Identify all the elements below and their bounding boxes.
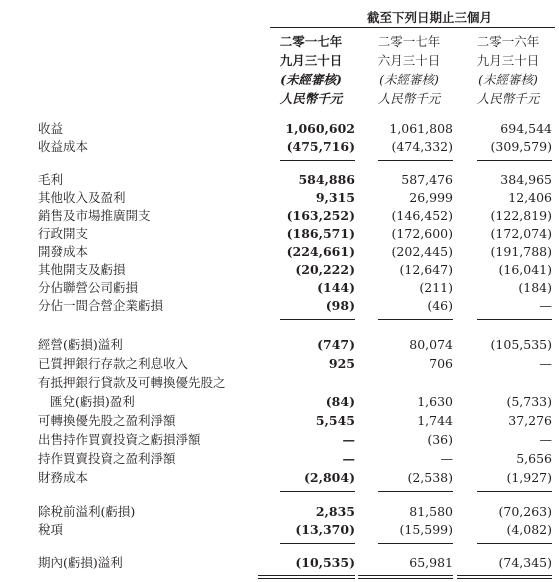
value-2017-sep: — (342, 432, 355, 447)
value-2017-jun: 1,744 (417, 413, 453, 428)
column-header-2017-jun (363, 32, 455, 108)
total-double-rule (457, 575, 552, 576)
row-label: 其他開支及虧損 (38, 262, 126, 277)
value-2016-sep: (70,263) (498, 504, 552, 519)
table-row (0, 207, 559, 225)
col-date: 九月三十日 (476, 53, 540, 68)
table-row (0, 431, 559, 449)
subtotal-rule (378, 160, 453, 161)
total-double-rule (258, 575, 355, 576)
value-2016-sep: (74,345) (498, 555, 552, 570)
value-2017-sep: (144) (317, 280, 355, 295)
value-2017-sep: (747) (317, 337, 355, 352)
value-2017-jun: 1,630 (417, 394, 453, 409)
value-2017-sep: (224,661) (286, 244, 355, 259)
row-label: 銷售及市場推廣開支 (38, 208, 151, 223)
value-2016-sep: (105,535) (490, 337, 552, 352)
value-2017-jun: 65,981 (409, 555, 453, 570)
table-row (0, 261, 559, 279)
value-2017-sep: 925 (328, 356, 355, 371)
value-2017-jun: 706 (429, 356, 453, 371)
col-unit: 人民幣千元 (377, 91, 441, 106)
table-row (0, 521, 559, 539)
table-row (0, 225, 559, 243)
value-2016-sep: — (539, 432, 552, 447)
row-label: 經營(虧損)溢利 (38, 337, 123, 352)
value-2016-sep: (122,819) (490, 208, 552, 223)
value-2016-sep: (184) (518, 280, 552, 295)
table-row (0, 336, 559, 354)
value-2016-sep: (172,074) (490, 226, 552, 241)
value-2017-sep: 584,886 (298, 172, 355, 187)
value-2016-sep: (309,579) (490, 139, 552, 154)
value-2017-sep: (2,804) (304, 470, 355, 485)
value-2017-jun: (202,445) (391, 244, 453, 259)
table-row (0, 243, 559, 261)
subtotal-rule (378, 491, 453, 492)
table-row (0, 554, 559, 572)
subtotal-rule (280, 543, 355, 544)
value-2016-sep: 384,965 (500, 172, 552, 187)
total-double-rule (258, 578, 355, 579)
table-row (0, 355, 559, 373)
value-2017-jun: (2,538) (407, 470, 453, 485)
value-2017-sep: (20,222) (295, 262, 355, 277)
row-label: 可轉換優先股之盈利淨額 (38, 413, 176, 428)
col-audit: (未經審核) (478, 72, 538, 87)
table-row (0, 138, 559, 156)
value-2016-sep: 12,406 (508, 190, 552, 205)
value-2016-sep: (16,041) (498, 262, 552, 277)
table-row (0, 279, 559, 297)
value-2017-sep: (84) (325, 394, 355, 409)
value-2016-sep: 37,276 (508, 413, 552, 428)
value-2017-jun: (36) (427, 432, 453, 447)
value-2017-sep: (186,571) (286, 226, 355, 241)
value-2017-sep: — (342, 451, 355, 466)
value-2017-sep: (475,716) (286, 139, 355, 154)
period-group-title: 截至下列日期止三個月 (366, 10, 492, 25)
col-unit: 人民幣千元 (476, 91, 540, 106)
value-2016-sep: (191,788) (490, 244, 552, 259)
row-label: 期內(虧損)溢利 (38, 555, 123, 570)
row-label: 分佔聯營公司虧損 (38, 280, 139, 295)
value-2017-sep: 1,060,602 (285, 121, 355, 136)
value-2016-sep: — (539, 356, 552, 371)
subtotal-rule (477, 319, 552, 320)
value-2017-jun: 80,074 (409, 337, 453, 352)
table-row (0, 503, 559, 521)
subtotal-rule (280, 319, 355, 320)
value-2016-sep: 5,656 (516, 451, 552, 466)
table-row (0, 189, 559, 207)
value-2017-sep: (98) (325, 298, 355, 313)
row-label: 除稅前溢利(虧損) (38, 504, 136, 519)
row-label: 稅項 (38, 522, 64, 537)
row-label: 毛利 (38, 172, 64, 187)
value-2017-jun: 81,580 (409, 504, 453, 519)
col-date: 九月三十日 (279, 53, 343, 68)
row-label: 匯兌(虧損)盈利 (50, 394, 135, 409)
col-year: 二零一六年 (476, 34, 540, 49)
table-row (0, 120, 559, 138)
value-2017-jun: 587,476 (401, 172, 453, 187)
subtotal-rule (477, 160, 552, 161)
value-2017-jun: (172,600) (391, 226, 453, 241)
value-2017-jun: 1,061,808 (389, 121, 453, 136)
col-unit: 人民幣千元 (279, 91, 343, 106)
value-2017-sep: 2,835 (315, 504, 355, 519)
table-row (0, 297, 559, 315)
value-2017-jun: (46) (427, 298, 453, 313)
value-2016-sep: (5,733) (506, 394, 552, 409)
row-label: 收益成本 (38, 139, 89, 154)
value-2016-sep: — (539, 298, 552, 313)
group-title-underline (270, 27, 555, 28)
row-label: 其他收入及盈利 (38, 190, 126, 205)
subtotal-rule (378, 319, 453, 320)
table-row (0, 412, 559, 430)
col-audit: (未經審核) (280, 72, 342, 87)
row-label: 分佔一間合營企業虧損 (38, 298, 164, 313)
subtotal-rule (477, 491, 552, 492)
row-label: 行政開支 (38, 226, 89, 241)
row-label: 出售持作買賣投資之虧損淨額 (38, 432, 201, 447)
table-row (0, 393, 559, 411)
value-2017-sep: (10,535) (295, 555, 355, 570)
row-label: 有抵押銀行貸款及可轉換優先股之 (38, 375, 226, 390)
value-2017-jun: 26,999 (409, 190, 453, 205)
table-row (0, 450, 559, 468)
col-year: 二零一七年 (279, 34, 343, 49)
row-label: 收益 (38, 121, 64, 136)
subtotal-rule (280, 491, 355, 492)
value-2017-sep: 9,315 (315, 190, 355, 205)
table-row (0, 171, 559, 189)
value-2016-sep: 694,544 (500, 121, 552, 136)
value-2017-jun: — (440, 451, 453, 466)
value-2017-jun: (12,647) (399, 262, 453, 277)
table-row (0, 469, 559, 487)
total-double-rule (358, 578, 453, 579)
row-label: 開發成本 (38, 244, 89, 259)
value-2016-sep: (1,927) (506, 470, 552, 485)
table-row (0, 374, 559, 392)
value-2017-jun: (146,452) (391, 208, 453, 223)
value-2017-sep: (13,370) (295, 522, 355, 537)
column-header-2016-sep (462, 32, 554, 108)
col-audit: (未經審核) (379, 72, 439, 87)
value-2017-jun: (211) (419, 280, 453, 295)
value-2017-sep: (163,252) (286, 208, 355, 223)
total-double-rule (457, 578, 552, 579)
col-year: 二零一七年 (377, 34, 441, 49)
subtotal-rule (477, 543, 552, 544)
total-double-rule (358, 575, 453, 576)
value-2017-jun: (474,332) (391, 139, 453, 154)
subtotal-rule (378, 543, 453, 544)
col-date: 六月三十日 (377, 53, 441, 68)
subtotal-rule (280, 160, 355, 161)
value-2017-sep: 5,545 (315, 413, 355, 428)
row-label: 已質押銀行存款之利息收入 (38, 356, 189, 371)
row-label: 財務成本 (38, 470, 89, 485)
column-header-2017-sep (265, 32, 357, 108)
value-2016-sep: (4,082) (506, 522, 552, 537)
value-2017-jun: (15,599) (399, 522, 453, 537)
row-label: 持作買賣投資之盈利淨額 (38, 451, 176, 466)
